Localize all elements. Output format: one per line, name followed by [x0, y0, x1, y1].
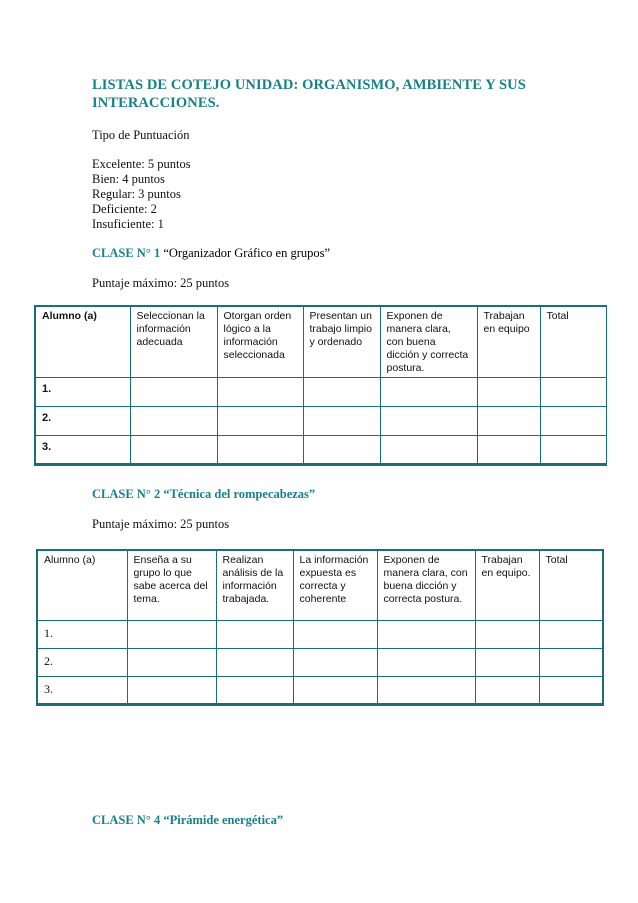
score-cell[interactable]	[216, 648, 293, 676]
header-cell: Exponen de manera clara, con buena dicción y correcta postura.	[377, 550, 475, 620]
score-cell[interactable]	[293, 648, 377, 676]
score-cell[interactable]	[539, 648, 603, 676]
row-number: 3.	[37, 676, 127, 704]
clase-4-heading	[92, 813, 283, 828]
clase-1-checklist-table	[34, 305, 607, 466]
header-cell: Exponen de manera clara, con buena dicción y correcta postura.	[380, 306, 477, 378]
score-cell[interactable]	[475, 648, 539, 676]
header-cell: Total	[540, 306, 606, 378]
clase-2-checklist-table	[36, 549, 604, 706]
clase-2-heading	[92, 487, 315, 502]
score-cell[interactable]	[377, 648, 475, 676]
score-cell[interactable]	[475, 620, 539, 648]
score-cell[interactable]	[477, 407, 540, 436]
header-cell: Alumno (a)	[35, 306, 130, 378]
score-item: Regular: 3 puntos	[92, 187, 181, 201]
score-cell[interactable]	[377, 620, 475, 648]
score-cell[interactable]	[217, 436, 303, 465]
score-cell[interactable]	[293, 676, 377, 704]
score-cell[interactable]	[303, 378, 380, 407]
row-number: 1.	[35, 378, 130, 407]
score-cell[interactable]	[539, 620, 603, 648]
score-cell[interactable]	[540, 407, 606, 436]
score-item: Excelente: 5 puntos	[92, 157, 191, 171]
score-cell[interactable]	[217, 407, 303, 436]
score-cell[interactable]	[377, 676, 475, 704]
scoring-type-heading: Tipo de Puntuación	[92, 128, 190, 142]
table-header-row	[37, 550, 603, 620]
row-number: 2.	[35, 407, 130, 436]
clase-2-label: CLASE N° 2	[92, 487, 161, 501]
clase-1-max-score: Puntaje máximo: 25 puntos	[92, 276, 230, 290]
row-number: 1.	[37, 620, 127, 648]
score-cell[interactable]	[539, 676, 603, 704]
score-cell[interactable]	[216, 676, 293, 704]
header-cell: Otorgan orden lógico a la información seleccionada	[217, 306, 303, 378]
header-cell: Realizan análisis de la información trabajada.	[216, 550, 293, 620]
score-cell[interactable]	[216, 620, 293, 648]
score-cell[interactable]	[130, 407, 217, 436]
score-cell[interactable]	[540, 436, 606, 465]
clase-4-name: “Pirámide energética”	[163, 813, 284, 827]
score-cell[interactable]	[127, 620, 216, 648]
score-cell[interactable]	[217, 378, 303, 407]
row-number: 2.	[37, 648, 127, 676]
score-cell[interactable]	[477, 378, 540, 407]
score-cell[interactable]	[130, 436, 217, 465]
score-cell[interactable]	[540, 378, 606, 407]
clase-1-name: “Organizador Gráfico en grupos”	[163, 246, 331, 260]
score-item: Insuficiente: 1	[92, 217, 164, 231]
score-cell[interactable]	[127, 676, 216, 704]
document-title: LISTAS DE COTEJO UNIDAD: ORGANISMO, AMBIENTE Y SUS INTERACCIONES.	[92, 77, 526, 111]
score-item: Deficiente: 2	[92, 202, 157, 216]
header-cell: Alumno (a)	[37, 550, 127, 620]
clase-2-name: “Técnica del rompecabezas”	[163, 487, 316, 501]
clase-1-heading	[92, 246, 330, 261]
header-cell: La información expuesta es correcta y coherente	[293, 550, 377, 620]
score-cell[interactable]	[380, 436, 477, 465]
table-row	[37, 676, 603, 704]
score-cell[interactable]	[130, 378, 217, 407]
row-number: 3.	[35, 436, 130, 465]
header-cell: Seleccionan la información adecuada	[130, 306, 217, 378]
score-cell[interactable]	[475, 676, 539, 704]
table-row	[37, 620, 603, 648]
table-header-row	[35, 306, 606, 378]
clase-4-label: CLASE N° 4	[92, 813, 161, 827]
header-cell: Trabajan en equipo.	[475, 550, 539, 620]
score-cell[interactable]	[293, 620, 377, 648]
header-cell: Presentan un trabajo limpio y ordenado	[303, 306, 380, 378]
header-cell: Trabajan en equipo	[477, 306, 540, 378]
table-row	[35, 378, 606, 407]
table-row	[35, 436, 606, 465]
score-scale-list	[92, 157, 191, 232]
clase-2-max-score: Puntaje máximo: 25 puntos	[92, 517, 230, 531]
score-cell[interactable]	[303, 436, 380, 465]
score-cell[interactable]	[380, 407, 477, 436]
score-cell[interactable]	[380, 378, 477, 407]
header-cell: Total	[539, 550, 603, 620]
table-row	[35, 407, 606, 436]
score-cell[interactable]	[127, 648, 216, 676]
clase-1-label: CLASE N° 1	[92, 246, 161, 260]
score-cell[interactable]	[477, 436, 540, 465]
score-cell[interactable]	[303, 407, 380, 436]
table-row	[37, 648, 603, 676]
header-cell: Enseña a su grupo lo que sabe acerca del tema.	[127, 550, 216, 620]
score-item: Bien: 4 puntos	[92, 172, 165, 186]
